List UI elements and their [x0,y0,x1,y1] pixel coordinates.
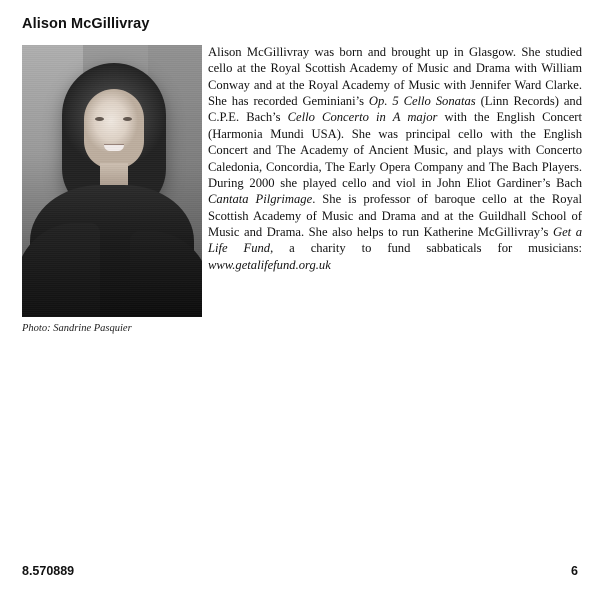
page-title: Alison McGillivray [22,16,150,32]
biography-text [208,44,582,273]
biography-segment: Op. 5 Cello Sonatas [368,94,476,109]
photo-eye-left [95,117,104,121]
photo-block [22,45,202,334]
biography-segment: Get a Life Fund [208,224,582,256]
biography-segment: (Linn Records) and C.P.E. Bach’s [208,94,582,125]
biography-segment: Cantata Pilgrimage [208,192,313,207]
photo-credit: Photo: Sandrine Pasquier [22,323,132,334]
portrait-photo [22,45,202,317]
biography-segment: Alison McGillivray was born and brought up in Glasgow. She studied cello at the Royal Scottish Academy of Music and Drama with William Conway and at the Royal Academy of Music with Jennifer Ward Clarke. She has recorded Geminiani’s [208,45,582,109]
biography-segment: , a charity to fund sabbaticals for musicians: [270,241,582,256]
page-number: 6 [571,564,578,578]
photo-eye-right [123,117,132,121]
biography-segment: www.getalifefund.org.uk [208,257,331,272]
biography-segment: Cello Concerto in A major [287,110,438,125]
photo-mouth [104,145,124,151]
biography-segment: . She is professor of baroque cello at the Royal Scottish Academy of Music and Drama and at the Guildhall School of Music and Drama. She also helps to run Katherine McGillivray’s [208,192,582,239]
photo-face [84,89,144,169]
catalogue-number: 8.570889 [22,564,75,578]
biography-segment: with the English Concert (Harmonia Mundi USA). She was principal cello with the English Concert and The Academy of Ancient Music, and plays with Concerto Caledonia, Concordia, The Early Opera Company and The Bach Players. During 2000 she played cello and viol in John Eliot Gardiner’s Bach [208,110,582,190]
